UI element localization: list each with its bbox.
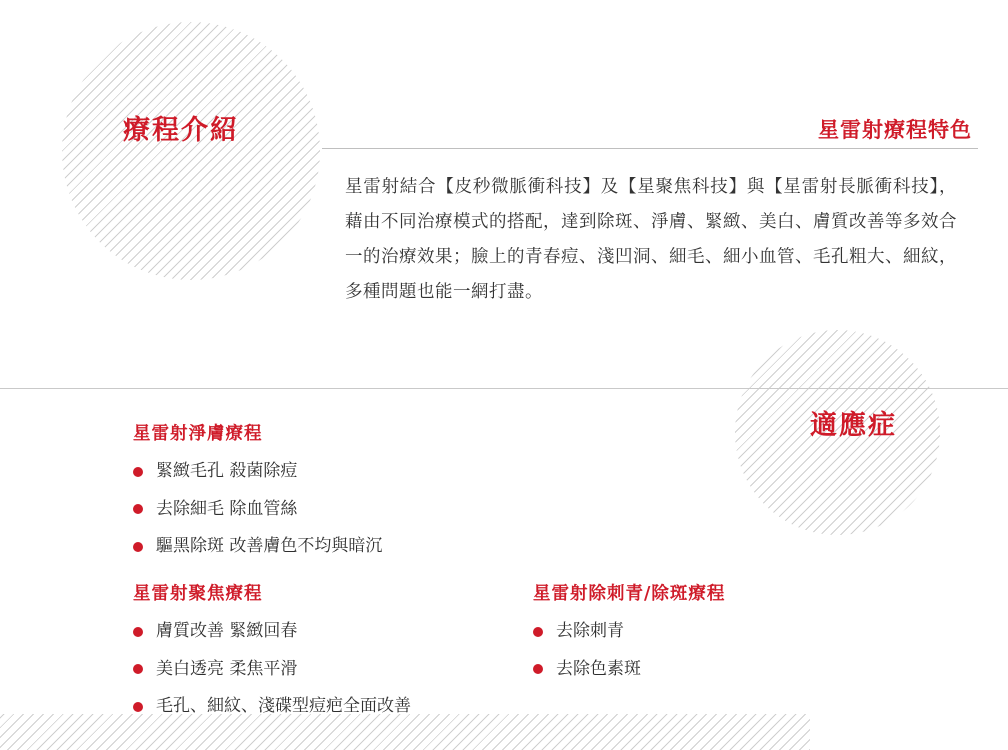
intro-paragraph: 星雷射結合【皮秒微脈衝科技】及【星聚焦科技】與【星雷射長脈衝科技】，藉由不同治療模式的搭配，達到除斑、淨膚、緊緻、美白、膚質改善等多效合一的治療效果；臉上的青春痘、淺凹洞、細毛、細小血管、毛孔粗大、細紋，多種問題也能一網打盡。 xyxy=(345,177,957,302)
bullet-dot-icon xyxy=(133,627,143,637)
list-item-label: 美白透亮 柔焦平滑 xyxy=(156,658,298,679)
section-heading-treatment-intro: 療程介紹 xyxy=(123,115,239,146)
list-item xyxy=(133,459,382,485)
bullet-dot-icon xyxy=(133,702,143,712)
list-item xyxy=(133,497,382,523)
list-item xyxy=(533,619,725,645)
list-item-label: 去除刺青 xyxy=(556,621,624,641)
treatment-block-focus xyxy=(133,580,411,732)
treatment-block-title: 星雷射聚焦療程 xyxy=(133,584,263,604)
treatment-block-title: 星雷射除刺青/除斑療程 xyxy=(533,584,726,604)
section-heading-indications: 適應症 xyxy=(810,410,897,441)
bullet-dot-icon xyxy=(533,664,543,674)
list-item-label: 驅黑除斑 改善膚色不均與暗沉 xyxy=(156,536,383,556)
divider-feature xyxy=(322,148,978,149)
divider-main xyxy=(0,388,1008,389)
bullet-dot-icon xyxy=(133,542,143,552)
list-item xyxy=(133,534,382,560)
bullet-dot-icon xyxy=(133,664,143,674)
list-item-label: 緊緻毛孔 殺菌除痘 xyxy=(156,461,298,481)
decorative-hatched-circle-top xyxy=(62,22,320,280)
list-item xyxy=(533,657,725,683)
treatment-block-title: 星雷射淨膚療程 xyxy=(133,424,263,444)
list-item-label: 膚質改善 緊緻回春 xyxy=(156,621,298,641)
list-item xyxy=(133,657,411,683)
treatment-block-tattoo-removal xyxy=(533,580,725,694)
treatment-bullet-list xyxy=(533,619,725,682)
list-item-label: 去除色素斑 xyxy=(556,658,641,679)
list-item xyxy=(133,619,411,645)
bullet-dot-icon xyxy=(533,627,543,637)
list-item-label: 去除細毛 除血管絲 xyxy=(156,498,298,519)
section-heading-treatment-features: 星雷射療程特色 xyxy=(818,118,972,142)
treatment-block-cleansing xyxy=(133,420,382,572)
treatment-bullet-list xyxy=(133,619,411,720)
list-item-label: 毛孔、細紋、淺碟型痘疤全面改善 xyxy=(156,696,411,716)
bullet-dot-icon xyxy=(133,467,143,477)
treatment-bullet-list xyxy=(133,459,382,560)
bullet-dot-icon xyxy=(133,504,143,514)
list-item xyxy=(133,694,411,720)
